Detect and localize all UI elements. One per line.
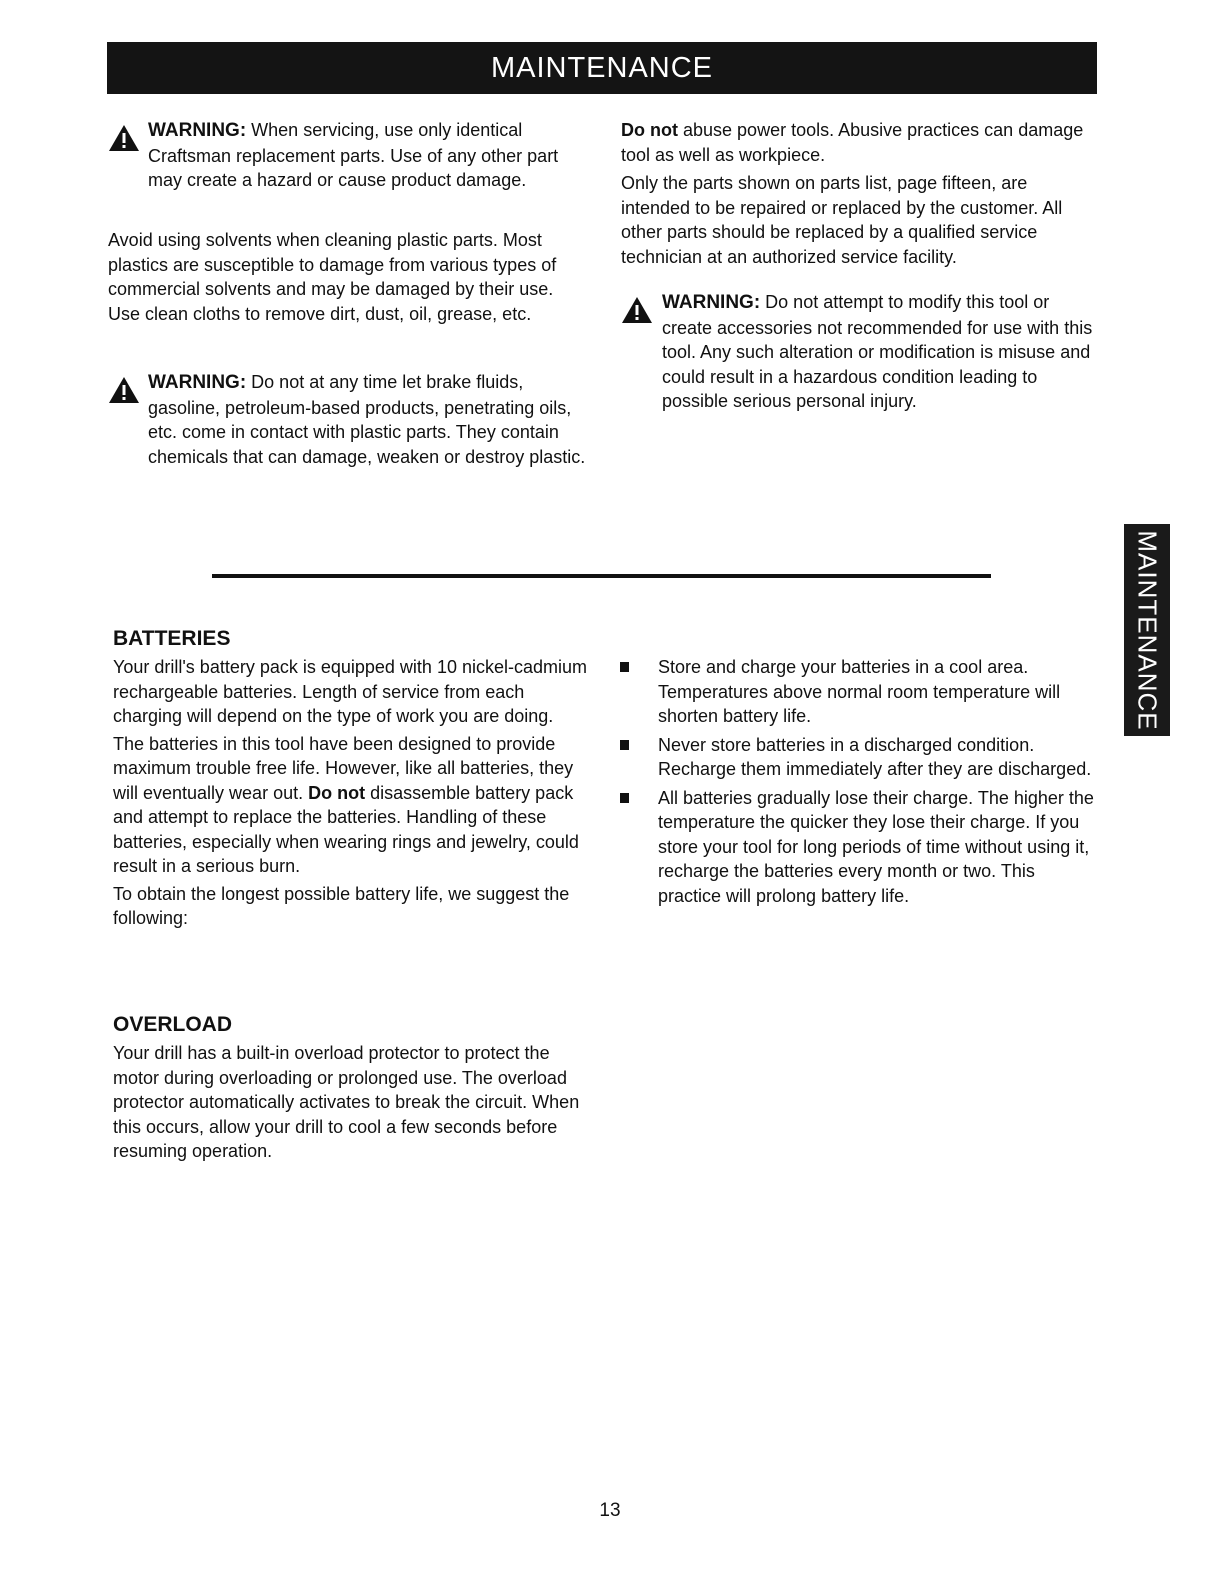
- warning-text: [148, 370, 588, 469]
- abuse-bold: Do not: [621, 120, 678, 140]
- solvents-paragraph: [108, 228, 586, 329]
- battery-tips-list: [620, 655, 1100, 912]
- list-item: [620, 733, 1100, 782]
- warning-label: WARNING:: [662, 292, 761, 313]
- warning-block-modification: [621, 290, 1101, 440]
- batteries-para-1: Your drill's battery pack is equipped with 10 nickel-cadmium rechargeable batteries. Length of service from each charging will depend on the type of work you are doing.: [113, 657, 588, 726]
- batteries-para-2-bold: Do not: [308, 782, 366, 803]
- warning-triangle-icon: [621, 296, 653, 324]
- page-number: 13: [599, 1500, 621, 1521]
- bullet-square-icon: [620, 662, 629, 672]
- section-side-tab: [1124, 524, 1170, 736]
- warning-text: [148, 118, 588, 193]
- warning-body: When servicing, use only identical Craftsman replacement parts. Use of any other part may create a hazard or cause product damage.: [148, 120, 559, 190]
- page-header: [107, 42, 1097, 94]
- overload-text: Your drill has a built-in overload protector to protect the motor during overloading or prolonged use. The overload protector automatically activates to break the circuit. When this occurs, allow your drill to cool a few seconds before resuming operation.: [113, 1043, 580, 1161]
- abuse-paragraph: [621, 118, 1091, 170]
- batteries-para-2-end: disassemble battery pack and attempt to replace the batteries. Handling of these batteries, especially when wearing rings and jewelry, could result in a serious burn.: [113, 782, 579, 876]
- side-tab-label: MAINTENANCE: [1132, 529, 1163, 731]
- batteries-heading: BATTERIES: [113, 627, 231, 650]
- warning-body: Do not attempt to modify this tool or create accessories not recommended for use with this tool. Any such alteration or modification is misuse and could result in a hazardous condition leading to possible serious personal injury.: [662, 292, 1093, 411]
- abuse-body: abuse power tools. Abusive practices can damage tool as well as workpiece.: [621, 120, 1084, 165]
- warning-block-chemicals: [108, 370, 588, 495]
- list-item-text: Store and charge your batteries in a cool area. Temperatures above normal room temperature will shorten battery life.: [658, 657, 1061, 726]
- list-item: [620, 655, 1100, 729]
- warning-label: WARNING:: [148, 120, 247, 141]
- overload-heading: OVERLOAD: [113, 1013, 233, 1036]
- parts-text: Only the parts shown on parts list, page fifteen, are intended to be repaired or replaced by the customer. All other parts should be replaced by a qualified service technician at an authorized service facility.: [621, 173, 1063, 267]
- warning-body: Do not at any time let brake fluids, gasoline, petroleum-based products, penetrating oils, etc. come in contact with plastic parts. They contain chemicals that can damage, weaken or destroy plastic.: [148, 372, 586, 467]
- warning-block-replacement-parts: [108, 118, 588, 223]
- batteries-para-2: [113, 732, 593, 879]
- list-item: [620, 786, 1100, 909]
- solvents-text: Avoid using solvents when cleaning plastic parts. Most plastics are susceptible to damage from various types of commercial solvents and may be damaged by their use. Use clean cloths to remove dirt, dust, oil, grease, etc.: [108, 230, 557, 324]
- bullet-square-icon: [620, 793, 629, 803]
- warning-text: [662, 290, 1099, 414]
- page-title: MAINTENANCE: [490, 52, 714, 84]
- section-divider: [212, 574, 991, 578]
- list-item-text: Never store batteries in a discharged condition. Recharge them immediately after they are discharged.: [658, 734, 1092, 779]
- batteries-para-3: To obtain the longest possible battery life, we suggest the following:: [113, 883, 570, 928]
- bullet-square-icon: [620, 740, 629, 750]
- warning-label: WARNING:: [148, 372, 247, 393]
- parts-paragraph: [621, 171, 1091, 272]
- abuse-text: [621, 118, 1091, 167]
- list-item-text: All batteries gradually lose their charge. The higher the temperature the quicker they lose their charge. If you store your tool for long periods of time without using it, recharge the batteries every month or two. This practice will prolong battery life.: [658, 787, 1094, 906]
- batteries-para-2-start: The batteries in this tool have been designed to provide maximum trouble free life. However, like all batteries, they will eventually wear out.: [113, 733, 574, 803]
- warning-triangle-icon: [108, 124, 140, 152]
- overload-paragraph: [113, 1041, 591, 1167]
- batteries-left-column: [113, 655, 593, 934]
- warning-triangle-icon: [108, 376, 140, 404]
